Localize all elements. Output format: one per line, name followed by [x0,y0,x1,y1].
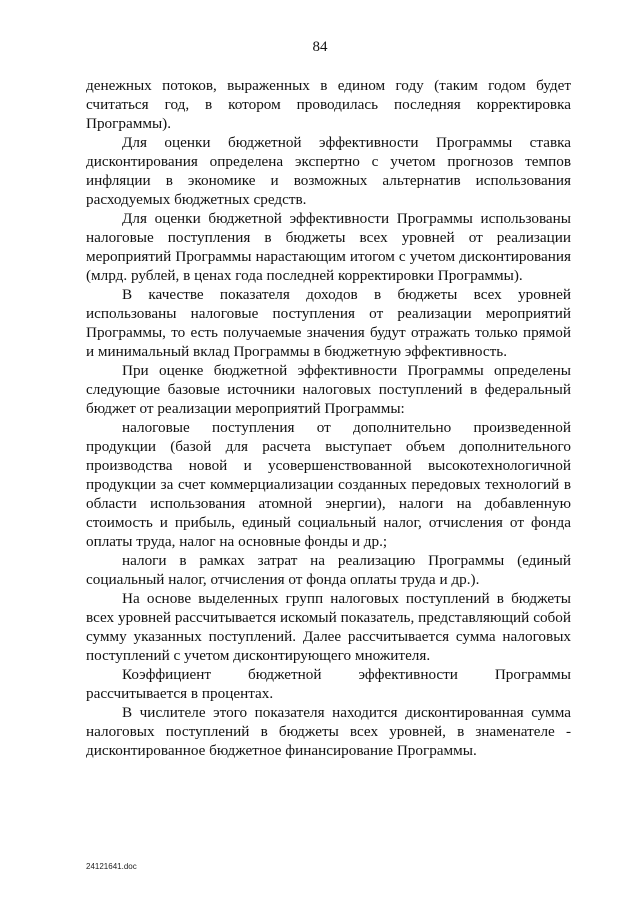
body-text [86,76,571,760]
page-number: 84 [312,39,328,55]
paragraph: налоговые поступления от дополнительно произведенной продукции (базой для расчета выступает объем дополнительного производства новой и усовершенствованной высокотехнологичной продукции за счет коммерциализации созданных передовых технологий в области использования атомной энергии), налоги на добавленную стоимость и прибыль, единый социальный налог, отчисления от фонда оплаты труда, налог на основные фонды и др.; [86,419,571,550]
paragraph: При оценке бюджетной эффективности Программы определены следующие базовые источники налоговых поступлений в федеральный бюджет от реализации мероприятий Программы: [86,362,571,417]
paragraph: Для оценки бюджетной эффективности Программы ставка дисконтирования определена экспертно с учетом прогнозов темпов инфляции в экономике и возможных альтернатив использования расходуемых бюджетных средств. [86,134,571,208]
paragraph: На основе выделенных групп налоговых поступлений в бюджеты всех уровней рассчитывается искомый показатель, представляющий собой сумму указанных поступлений. Далее рассчитывается сумма налоговых поступлений с учетом дисконтирующего множителя. [86,590,571,664]
paragraph: Для оценки бюджетной эффективности Программы использованы налоговые поступления в бюджеты всех уровней от реализации мероприятий Программы нарастающим итогом с учетом дисконтирования (млрд. рублей, в ценах года последней корректировки Программы). [86,210,571,284]
paragraph: В качестве показателя доходов в бюджеты всех уровней использованы налоговые поступления от реализации мероприятий Программы, то есть получаемые значения будут отражать только прямой и минимальный вклад Программы в бюджетную эффективность. [86,286,571,360]
paragraph: налоги в рамках затрат на реализацию Программы (единый социальный налог, отчисления от фонда оплаты труда и др.). [86,552,571,588]
footer-filename: 24121641.doc [86,862,137,871]
paragraph: денежных потоков, выраженных в едином году (таким годом будет считаться год, в котором проводилась последняя корректировка Программы). [86,77,571,132]
paragraph: Коэффициент бюджетной эффективности Программы рассчитывается в процентах. [86,666,571,702]
paragraph: В числителе этого показателя находится дисконтированная сумма налоговых поступлений в бюджеты всех уровней, в знаменателе - дисконтированное бюджетное финансирование Программы. [86,704,571,759]
